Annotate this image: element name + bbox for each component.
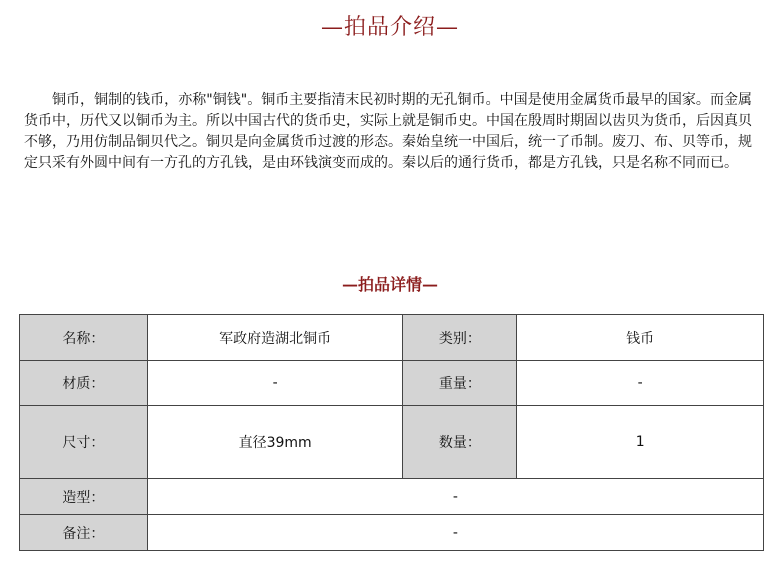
section-title-intro: —拍品介绍— xyxy=(320,15,459,40)
details-table xyxy=(19,314,764,551)
table-row xyxy=(20,361,764,406)
size-label: 尺寸： xyxy=(20,406,148,479)
category-label: 类别： xyxy=(403,315,517,361)
material-value: - xyxy=(147,361,403,406)
quantity-value: 1 xyxy=(517,406,764,479)
section-title-details: —拍品详情— xyxy=(341,275,438,294)
table-row xyxy=(20,406,764,479)
name-label: 名称： xyxy=(20,315,148,361)
shape-label: 造型： xyxy=(20,479,148,515)
material-label: 材质： xyxy=(20,361,148,406)
name-value: 军政府造湖北铜币 xyxy=(147,315,403,361)
weight-label: 重量： xyxy=(403,361,517,406)
table-row xyxy=(20,315,764,361)
quantity-label: 数量： xyxy=(403,406,517,479)
size-value: 直径39mm xyxy=(147,406,403,479)
shape-value: - xyxy=(147,479,763,515)
weight-value: - xyxy=(517,361,764,406)
intro-paragraph: 铜币，铜制的钱币，亦称"铜钱"。铜币主要指清末民初时期的无孔铜币。中国是使用金属货币最早的国家。而金属货币中，历代又以铜币为主。所以中国古代的货币史，实际上就是铜币史。中国在殷周时期固以齿贝为货币，后因真贝不够，乃用仿制品铜贝代之。铜贝是向金属货币过渡的形态。秦始皇统一中国后，统一了币制。废刀、布、贝等币，规定只采有外圆中间有一方孔的方孔钱，是由环钱演变而成的。秦以后的通行货币，都是方孔钱，只是名称不同而已。 xyxy=(24,92,752,171)
table-row xyxy=(20,479,764,515)
table-row xyxy=(20,515,764,551)
remarks-label: 备注： xyxy=(20,515,148,551)
remarks-value: - xyxy=(147,515,763,551)
category-value: 钱币 xyxy=(517,315,764,361)
